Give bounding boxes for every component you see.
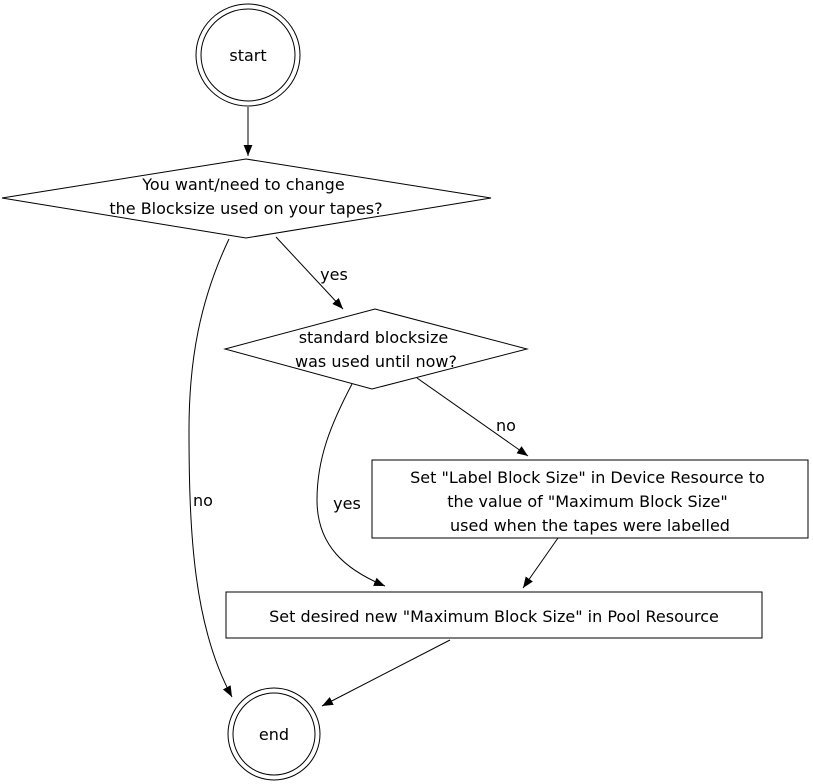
edge-pool-to-end <box>322 640 450 706</box>
decision-standard-blocksize-node <box>225 309 527 389</box>
edge-label-yes-change-to-standard: yes <box>320 265 348 284</box>
decision-change-blocksize-node <box>2 159 491 238</box>
set-label-block-size-label: Set "Label Block Size" in Device Resource to the value of "Maximum Block Size" used when the tapes were labelled <box>410 468 765 535</box>
decision-standard-blocksize-diamond <box>225 309 527 389</box>
start-node-label: start <box>229 46 267 65</box>
decision-change-blocksize-label: You want/need to change the Blocksize used on your tapes? <box>109 175 383 218</box>
set-label-block-size-node <box>372 460 808 538</box>
decision-standard-blocksize-label: standard blocksize was used until now? <box>295 328 457 371</box>
edge-label-no-standard-to-device: no <box>496 416 516 435</box>
set-maximum-block-size-label: Set desired new "Maximum Block Size" in Pool Resource <box>269 607 719 626</box>
end-node <box>228 688 320 780</box>
edge-label-yes-standard-to-pool: yes <box>333 494 361 513</box>
start-node <box>196 4 300 106</box>
end-node-label: end <box>258 725 290 744</box>
edge-standard-to-pool <box>317 384 385 586</box>
set-maximum-block-size-node <box>226 592 762 638</box>
edge-label-no-change-to-end: no <box>193 491 213 510</box>
edge-device-to-pool <box>523 538 558 588</box>
